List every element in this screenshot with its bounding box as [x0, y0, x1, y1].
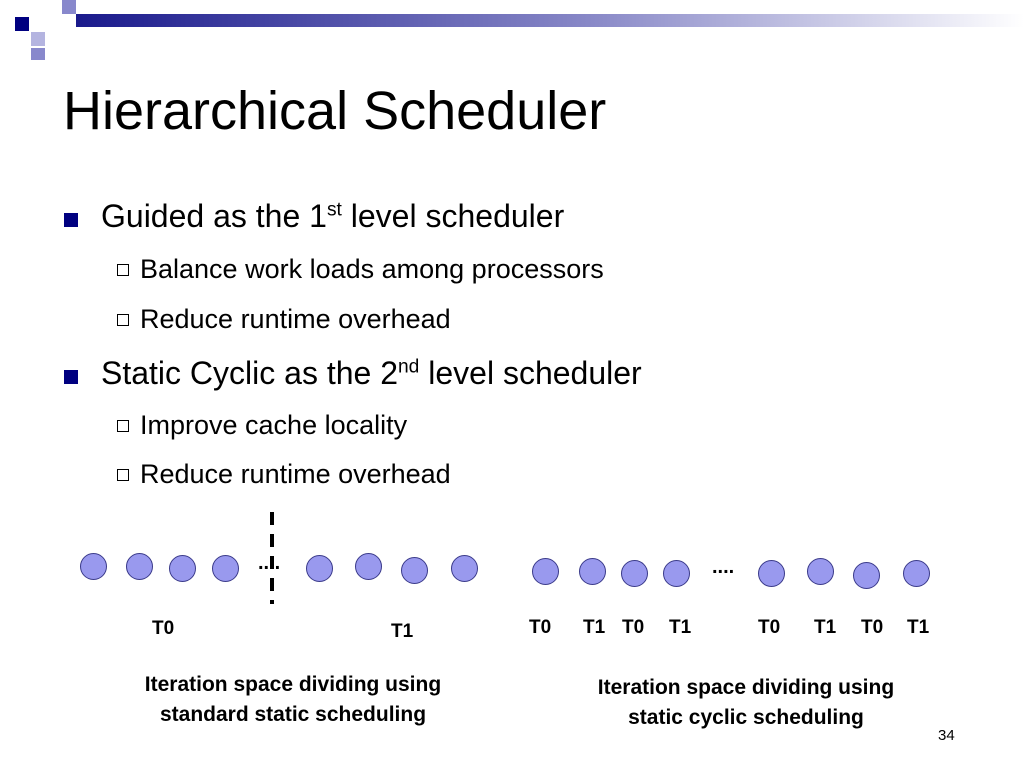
iteration-dot	[621, 560, 648, 587]
sub-bullet-text: Balance work loads among processors	[140, 254, 604, 284]
thread-label: T1	[669, 617, 692, 638]
hollow-square-icon	[117, 264, 129, 276]
page-number: 34	[938, 727, 955, 744]
iteration-dot	[807, 558, 834, 585]
iteration-dot	[532, 558, 559, 585]
bullet-superscript: st	[326, 199, 342, 221]
hollow-square-icon	[117, 469, 129, 481]
diagram-caption-static: Iteration space dividing using standard static scheduling	[144, 673, 442, 726]
sub-bullet-text: Reduce runtime overhead	[140, 459, 451, 489]
thread-label: T0	[529, 617, 552, 638]
bullet-square-icon	[64, 370, 78, 384]
thread-label: T0	[152, 618, 175, 639]
bullet-text-after: level scheduler	[341, 198, 565, 234]
thread-label: T0	[622, 617, 645, 638]
hollow-square-icon	[117, 314, 129, 326]
bullet-text-after: level scheduler	[419, 355, 642, 391]
thread-label: T0	[758, 617, 781, 638]
bullet-text: Guided as the 1	[101, 198, 327, 234]
iteration-dot	[80, 553, 107, 580]
bullet-text: Static Cyclic as the 2	[101, 355, 398, 391]
thread-divider-line	[269, 512, 275, 604]
thread-label: T1	[814, 617, 837, 638]
iteration-dot	[853, 562, 880, 589]
header-decoration	[0, 0, 1024, 60]
thread-label: T1	[907, 617, 930, 638]
slide-title: Hierarchical Scheduler	[63, 81, 607, 141]
iteration-dot	[903, 560, 930, 587]
iteration-dot	[579, 558, 606, 585]
iteration-dot	[663, 560, 690, 587]
iteration-dot	[306, 555, 333, 582]
ellipsis: ....	[712, 556, 735, 578]
thread-label: T0	[861, 617, 884, 638]
iteration-dot	[355, 553, 382, 580]
hollow-square-icon	[117, 420, 129, 432]
bullet-square-icon	[64, 213, 78, 227]
sub-bullet-text: Reduce runtime overhead	[140, 304, 451, 334]
iteration-dot	[758, 560, 785, 587]
iteration-dot	[401, 557, 428, 584]
iteration-dot	[451, 555, 478, 582]
iteration-dot	[169, 555, 196, 582]
thread-label: T1	[391, 621, 414, 642]
sub-bullet-text: Improve cache locality	[140, 410, 408, 440]
thread-label: T1	[583, 617, 606, 638]
ellipsis: ....	[258, 552, 281, 574]
iteration-dot	[126, 553, 153, 580]
diagram-caption-cyclic: Iteration space dividing using static cyclic scheduling	[597, 676, 895, 729]
iteration-dot	[212, 555, 239, 582]
bullet-superscript: nd	[398, 356, 420, 378]
